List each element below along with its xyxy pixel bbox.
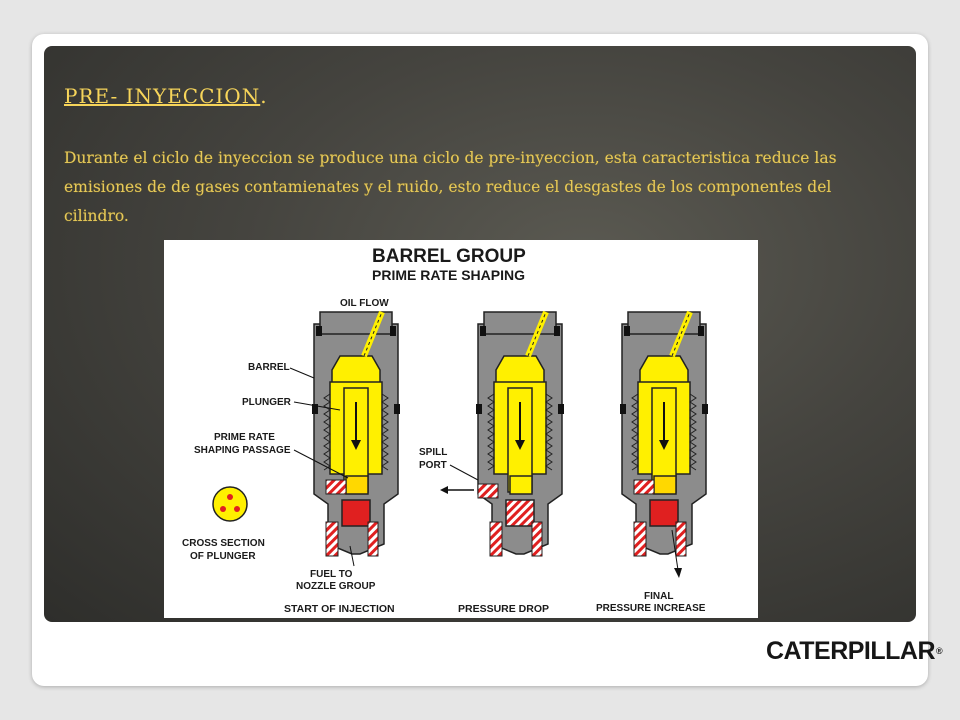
slide-title-text: PRE- INYECCION: [64, 84, 261, 108]
label-plunger: PLUNGER: [242, 397, 291, 408]
injector-start-of-injection: [312, 312, 400, 556]
slide-title-period: .: [260, 84, 268, 108]
caption-start-of-injection: START OF INJECTION: [284, 603, 395, 615]
barrel-group-diagram: [164, 240, 758, 618]
slide-body: Durante el ciclo de inyeccion se produce una ciclo de pre-inyeccion, esta caracteristica reduce las emisiones de de gases contamienates y el ruido, esto reduce el desgastes de los componentes del cilindro.: [64, 149, 837, 225]
caption-pressure-drop: PRESSURE DROP: [458, 603, 550, 615]
label-prime-rate-1: PRIME RATE: [214, 432, 275, 443]
injector-pressure-drop: [476, 312, 564, 556]
diagram-svg: [164, 240, 758, 618]
diagram-title: BARREL GROUP: [372, 246, 526, 267]
label-fuel-1: FUEL TO: [310, 569, 353, 580]
diagram-subtitle: PRIME RATE SHAPING: [372, 267, 525, 283]
slide-title: [64, 84, 268, 108]
injector-final-pressure-increase: [620, 312, 708, 556]
caterpillar-logo: [766, 636, 942, 666]
label-prime-rate-2: SHAPING PASSAGE: [194, 445, 291, 456]
label-cross-section-2: OF PLUNGER: [190, 551, 256, 562]
label-spill-2: PORT: [419, 460, 447, 471]
label-final-1: FINAL: [644, 591, 674, 602]
label-final-2: PRESSURE INCREASE: [596, 603, 706, 614]
label-spill-1: SPILL: [419, 447, 448, 458]
logo-text: CATERPILLAR: [766, 637, 936, 665]
label-oil-flow: OIL FLOW: [340, 298, 389, 309]
logo-registered-mark: ®: [936, 646, 943, 656]
label-fuel-2: NOZZLE GROUP: [296, 581, 376, 592]
label-barrel: BARREL: [248, 362, 290, 373]
plunger-cross-section: [213, 487, 247, 521]
label-cross-section-1: CROSS SECTION: [182, 538, 265, 549]
